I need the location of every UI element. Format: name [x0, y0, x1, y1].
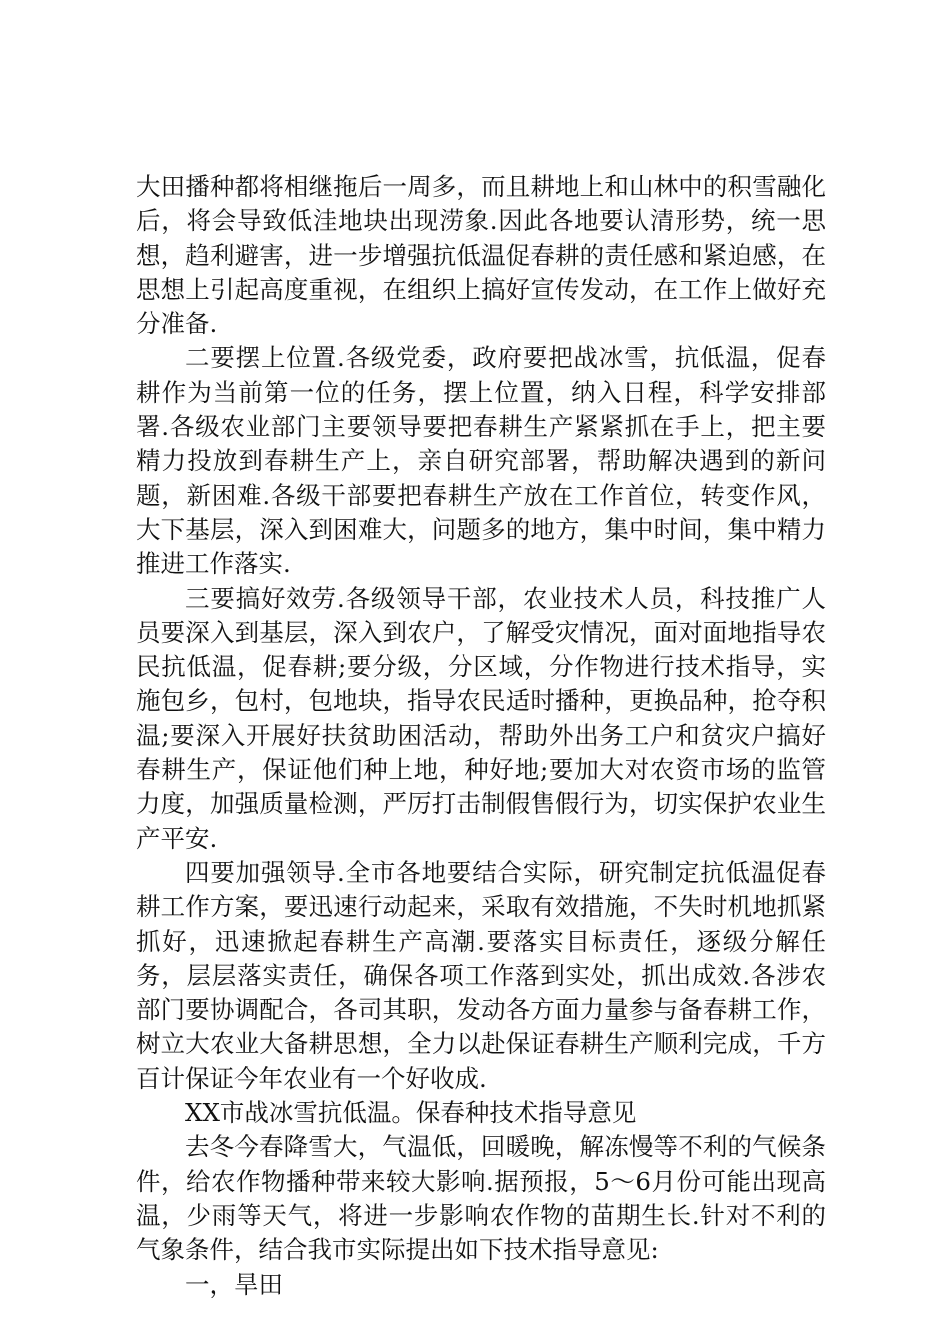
paragraph-leadership: 四要加强领导.全市各地要结合实际，研究制定抗低温促春耕工作方案，要迅速行动起来，采取有效措施，不失时机地抓紧抓好，迅速掀起春耕生产高潮.要落实目标责任，逐级分解任务，层层落实责任，确保各项工作落到实处，抓出成效.各涉农部门要协调配合，各司其职，发动各方面力量参与备春耕工作，树立大农业大备耕思想，全力以赴保证春耕生产顺利完成，千方百计保证今年农业有一个好收成. — [136, 857, 826, 1093]
document-page — [136, 170, 826, 1302]
paragraph-position: 二要摆上位置.各级党委，政府要把战冰雪，抗低温，促春耕作为当前第一位的任务，摆上位置，纳入日程，科学安排部署.各级农业部门主要领导要把春耕生产紧紧抓在手上，把主要精力投放到春耕生产上，亲自研究部署，帮助解决遇到的新问题，新困难.各级干部要把春耕生产放在工作首位，转变作风，大下基层，深入到困难大，问题多的地方，集中时间，集中精力推进工作落实. — [136, 343, 826, 579]
section-title: XX市战冰雪抗低温。保春种技术指导意见 — [185, 1098, 637, 1128]
paragraph-intro: 去冬今春降雪大，气温低，回暖晚，解冻慢等不利的气候条件，给农作物播种带来较大影响.据预报，5～6月份可能出现高温，少雨等天气，将进一步影响农作物的苗期生长.针对不利的气象条件，结合我市实际提出如下技术指导意见: — [136, 1132, 826, 1265]
subheading-dryland: 一，旱田 — [185, 1269, 283, 1299]
paragraph-service: 三要搞好效劳.各级领导干部，农业技术人员，科技推广人员要深入到基层，深入到农户，了解受灾情况，面对面地指导农民抗低温，促春耕;要分级，分区域，分作物进行技术指导，实施包乡，包村，包地块，指导农民适时播种，更换品种，抢夺积温;要深入开展好扶贫助困活动，帮助外出务工户和贫灾户搞好春耕生产，保证他们种上地，种好地;要加大对农资市场的监管力度，加强质量检测，严厉打击制假售假行为，切实保护农业生产平安. — [136, 583, 826, 853]
paragraph-continuation: 大田播种都将相继拖后一周多，而且耕地上和山林中的积雪融化后，将会导致低洼地块出现涝象.因此各地要认清形势，统一思想，趋利避害，进一步增强抗低温促春耕的责任感和紧迫感，在思想上引起高度重视，在组织上搞好宣传发动，在工作上做好充分准备. — [136, 172, 826, 339]
